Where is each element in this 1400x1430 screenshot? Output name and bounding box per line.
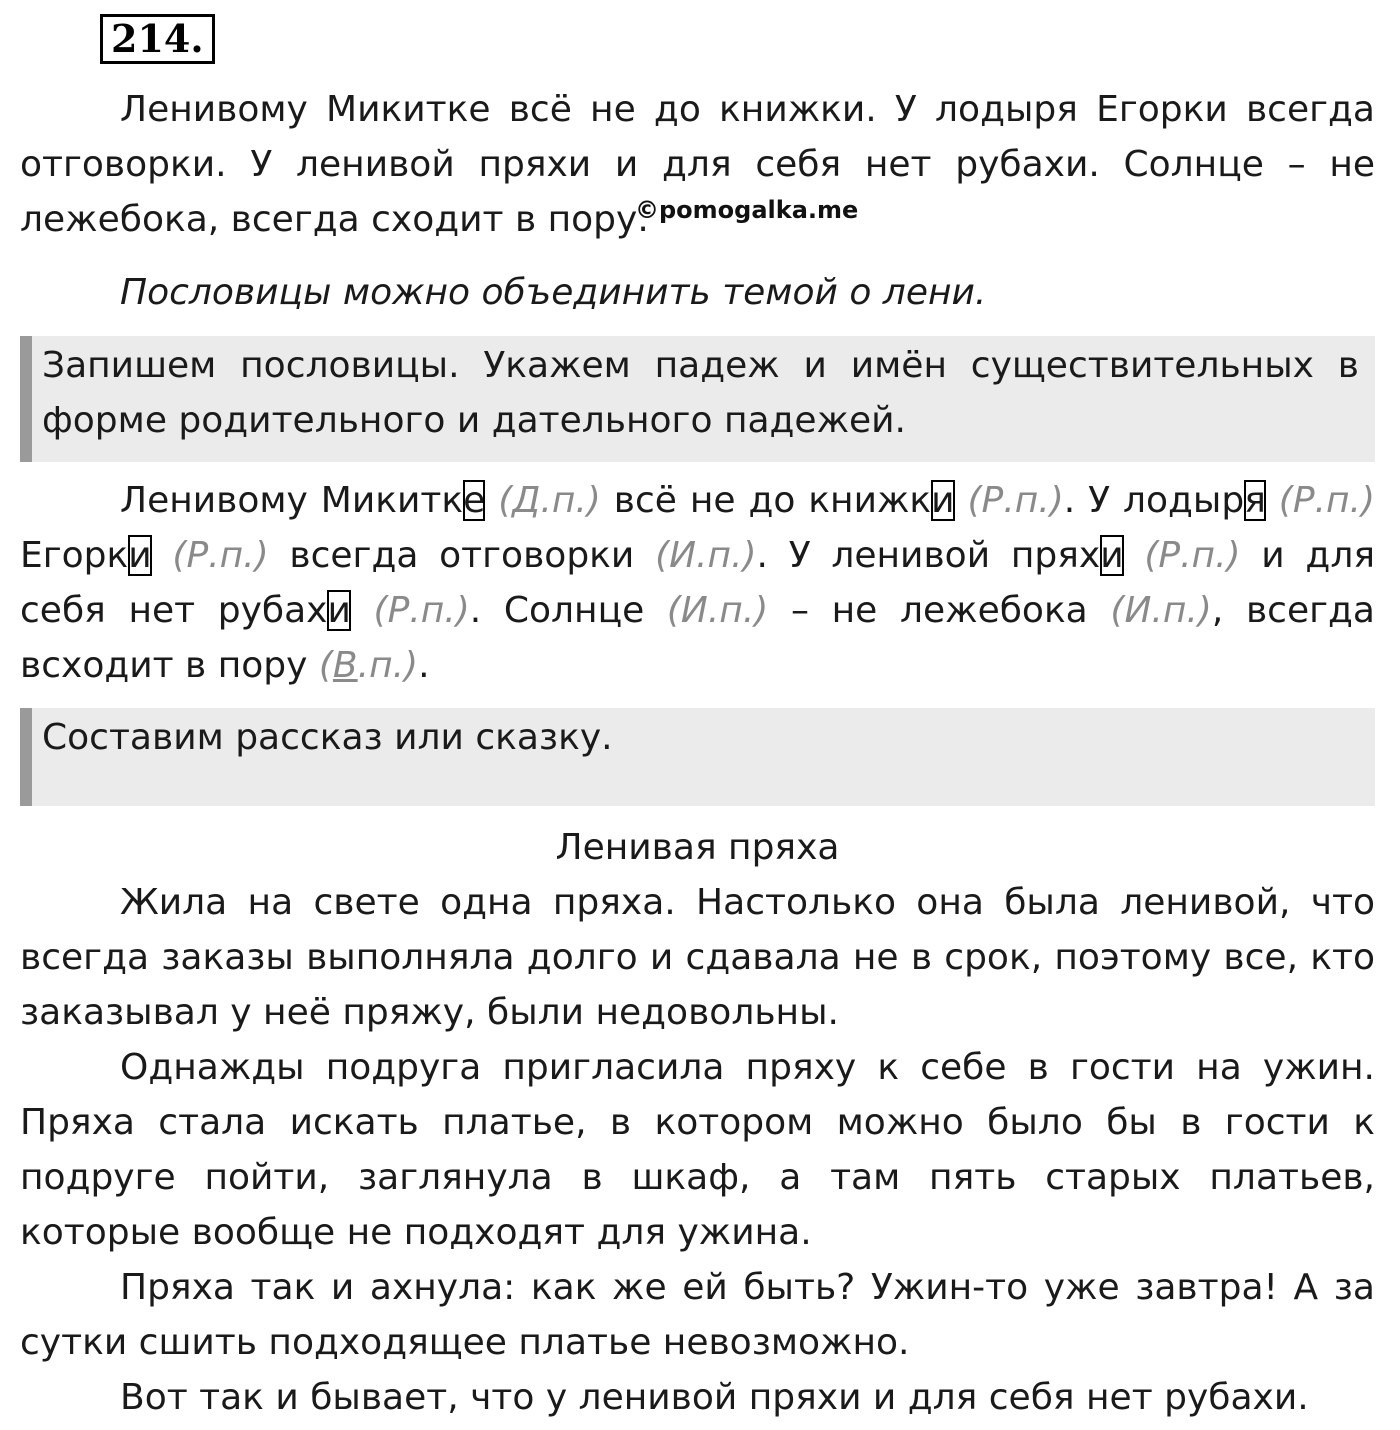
- story-paragraph: Пряха так и ахнула: как же ей быть? Ужин-то уже завтра! А за сутки сшить подходящее платье невозможно.: [20, 1267, 1375, 1363]
- case-label: (Р.п.): [967, 480, 1064, 521]
- case-label: (Д.п.): [498, 480, 601, 521]
- case-paren: (: [318, 645, 333, 686]
- case-label: (И.п.): [655, 535, 757, 576]
- proverbs-text: Ленивому Микитке всё не до книжки. У лодыря Егорки всегда отговорки. У ленивой пряхи и для себя нет рубахи. Солнце – не лежебока, всегда сходит в пору.: [20, 89, 1375, 240]
- answer-paragraph: [20, 473, 1375, 693]
- answer-text: Ленивому Микитк: [120, 480, 464, 521]
- ending-box: и: [128, 535, 152, 576]
- story-paragraph: Жила на свете одна пряха. Настолько она была ленивой, что всегда заказы выполняла долго и сдавала не в срок, поэтому все, кто заказывал у неё пряжу, были недовольны.: [20, 882, 1375, 1033]
- answer-text: всё не до книжк: [600, 480, 932, 521]
- task-number: 214.: [100, 14, 215, 64]
- watermark: ©pomogalka.me: [635, 196, 859, 224]
- ending-box: е: [463, 480, 486, 521]
- answer-text: . У ленивой прях: [756, 535, 1101, 576]
- ending-box: и: [327, 590, 351, 631]
- case-label: (Р.п.): [1278, 480, 1376, 521]
- ending-box: и: [931, 480, 955, 521]
- case-label: (Р.п.): [1144, 535, 1241, 576]
- answer-text: и для себя нет рубах: [20, 535, 1375, 631]
- case-label-accusative: [319, 645, 418, 686]
- story: [20, 875, 1375, 1425]
- answer-text: Егорк: [20, 535, 129, 576]
- answer-text: всегда отговорки: [268, 535, 656, 576]
- case-label: (Р.п.): [172, 535, 269, 576]
- story-paragraph: Вот так и бывает, что у ленивой пряхи и для себя нет рубахи.: [120, 1377, 1309, 1418]
- answer-text: – не лежебока: [768, 590, 1111, 631]
- ending-box: и: [1100, 535, 1124, 576]
- story-title: Ленивая пряха: [555, 827, 840, 868]
- story-paragraph: Однажды подруга пригласила пряху к себе в гости на ужин. Пряха стала искать платье, в котором можно было бы в гости к подруге пойти, заглянула в шкаф, а там пять старых платьев, которые вообще не подходят для ужина.: [20, 1047, 1375, 1253]
- ending-box: я: [1244, 480, 1266, 521]
- answer-text: , всегда всходит в пору: [20, 590, 1375, 686]
- case-rest: .п.): [357, 645, 419, 686]
- case-label: (Р.п.): [373, 590, 470, 631]
- instruction-text-2: Составим рассказ или сказку.: [42, 717, 613, 758]
- case-letter-underlined: В: [332, 645, 358, 686]
- instruction-box-1: [20, 336, 1375, 462]
- instruction-box-2: [20, 708, 1375, 806]
- case-label: (И.п.): [1110, 590, 1212, 631]
- proverbs-theme: Пословицы можно объединить темой о лени.: [120, 272, 987, 313]
- case-label: (И.п.): [666, 590, 769, 631]
- answer-text: . Солнце: [469, 590, 667, 631]
- answer-text: .: [418, 645, 430, 686]
- instruction-text-1: Запишем пословицы. Укажем падеж и имён существительных в форме родительного и дательного падежей.: [42, 345, 1359, 441]
- answer-text: . У лодыр: [1063, 480, 1245, 521]
